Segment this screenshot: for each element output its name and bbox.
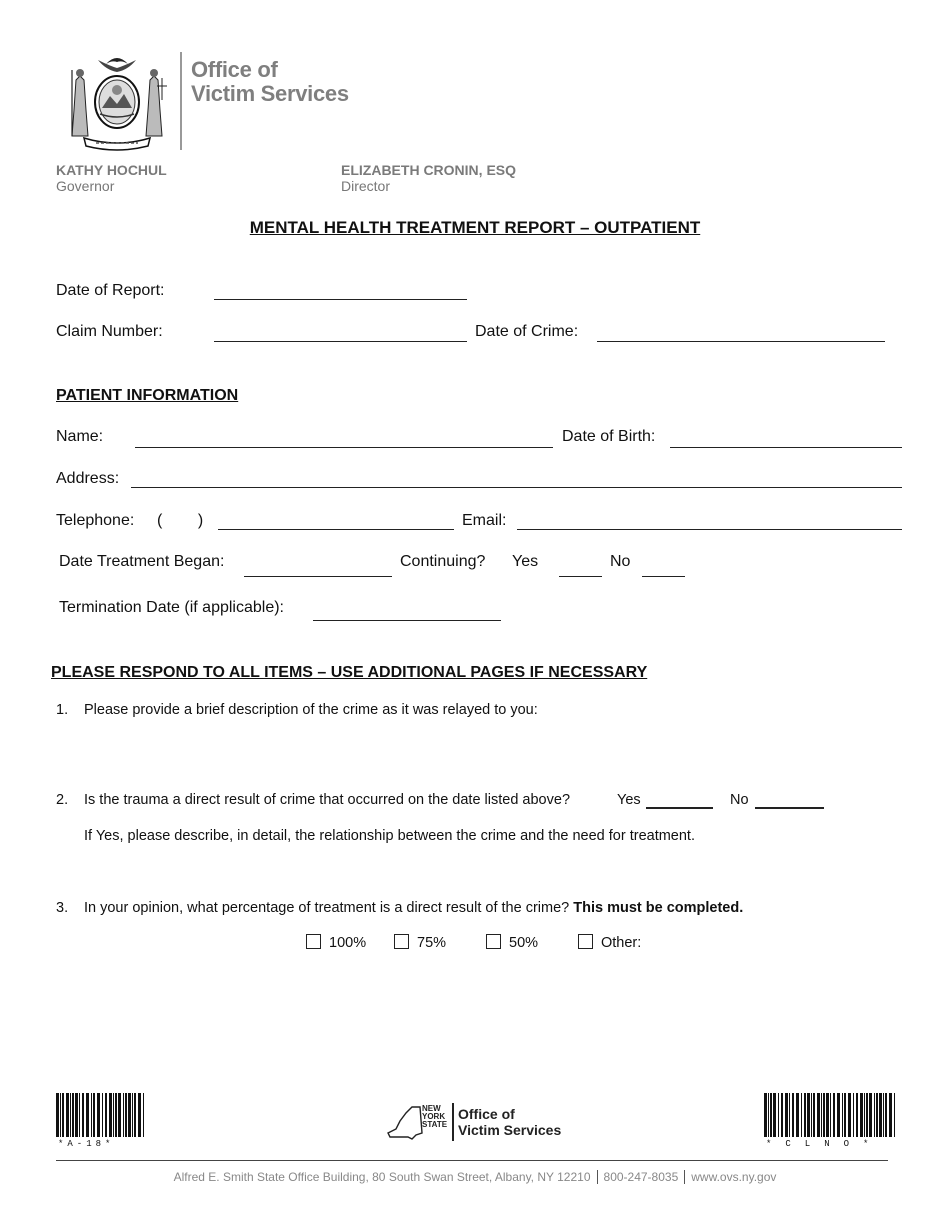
q2-text: Is the trauma a direct result of crime that occurred on the date listed above?: [84, 792, 571, 808]
termination-date-label: Termination Date (if applicable):: [59, 599, 284, 616]
continuing-no-field[interactable]: [642, 576, 685, 577]
area-code-parens: ( ): [157, 512, 204, 529]
continuing-yes-field[interactable]: [559, 576, 602, 577]
name-label: Name:: [56, 428, 104, 445]
date-of-report-field[interactable]: [214, 299, 467, 300]
q3-required-note: This must be completed.: [573, 900, 744, 916]
footer-address: Alfred E. Smith State Office Building, 80 South Swan Street, Albany, NY 12210: [173, 1170, 591, 1184]
director-name: ELIZABETH CRONIN, ESQ: [341, 162, 517, 178]
address-label: Address:: [56, 470, 120, 487]
ny-state-seal-icon: [62, 50, 172, 152]
patient-information-heading: PATIENT INFORMATION: [56, 387, 239, 404]
treatment-began-label: Date Treatment Began:: [59, 553, 225, 570]
footer-divider: [56, 1160, 888, 1161]
option-75-percent[interactable]: 75%: [394, 934, 446, 951]
agency-name-line1: Office of: [191, 57, 278, 82]
barcode-left-icon: [56, 1093, 146, 1137]
q2-no-field[interactable]: [755, 807, 824, 809]
barcode-right-icon: [764, 1093, 898, 1137]
option-other[interactable]: Other:: [578, 934, 641, 951]
date-of-birth-label: Date of Birth:: [562, 428, 656, 445]
footer-logo-line1: Office of: [458, 1106, 515, 1122]
date-of-crime-field[interactable]: [597, 341, 885, 342]
telephone-label: Telephone:: [56, 512, 135, 529]
date-of-report-label: Date of Report:: [56, 282, 165, 299]
agency-name: [191, 58, 349, 106]
email-label: Email:: [462, 512, 507, 529]
termination-date-field[interactable]: [313, 620, 501, 621]
barcode-left-text: *A-18*: [58, 1139, 115, 1149]
header-divider: [180, 52, 182, 150]
footer-logo-line2: Victim Services: [458, 1122, 562, 1138]
footer-contact: [0, 1170, 950, 1184]
footer-website[interactable]: www.ovs.ny.gov: [691, 1170, 777, 1184]
q2-yes-field[interactable]: [646, 807, 713, 809]
q2-number: 2.: [56, 792, 69, 808]
q1-text: Please provide a brief description of the crime as it was relayed to you:: [84, 702, 538, 718]
email-field[interactable]: [517, 529, 902, 530]
governor-name: KATHY HOCHUL: [56, 162, 167, 178]
address-field[interactable]: [131, 487, 902, 488]
agency-name-line2: Victim Services: [191, 81, 349, 106]
checkbox[interactable]: [486, 934, 501, 949]
ny-state-outline-icon: [386, 1103, 426, 1143]
director-title: Director: [341, 178, 391, 194]
checkbox[interactable]: [394, 934, 409, 949]
option-50-percent[interactable]: 50%: [486, 934, 538, 951]
continuing-yes-label: Yes: [512, 553, 539, 570]
q2-followup-text: If Yes, please describe, in detail, the relationship between the crime and the need for treatment.: [84, 828, 695, 844]
checkbox[interactable]: [306, 934, 321, 949]
q1-number: 1.: [56, 702, 69, 718]
option-100-percent[interactable]: 100%: [306, 934, 366, 951]
q2-yes-label: Yes: [617, 792, 641, 808]
date-of-crime-label: Date of Crime:: [475, 323, 579, 340]
items-heading: PLEASE RESPOND TO ALL ITEMS – USE ADDITIONAL PAGES IF NECESSARY: [51, 664, 648, 681]
governor-title: Governor: [56, 178, 115, 194]
claim-number-label: Claim Number:: [56, 323, 163, 340]
q3-text: In your opinion, what percentage of treatment is a direct result of the crime? This must be completed.: [84, 900, 744, 916]
claim-number-field[interactable]: [214, 341, 467, 342]
q2-no-label: No: [730, 792, 749, 808]
footer-ovs-logo: [386, 1103, 576, 1143]
governor-block: [56, 162, 167, 194]
checkbox[interactable]: [578, 934, 593, 949]
q3-number: 3.: [56, 900, 69, 916]
date-of-birth-field[interactable]: [670, 447, 902, 448]
continuing-label: Continuing?: [400, 553, 486, 570]
treatment-began-field[interactable]: [244, 576, 392, 577]
telephone-field[interactable]: [218, 529, 454, 530]
director-block: [341, 162, 516, 194]
continuing-no-label: No: [610, 553, 631, 570]
footer-phone: 800-247-8035: [603, 1170, 679, 1184]
form-title: MENTAL HEALTH TREATMENT REPORT – OUTPATIENT: [249, 218, 701, 237]
barcode-right-text: *CLNO*: [766, 1139, 883, 1149]
ny-state-wordmark: NEW YORK STATE: [422, 1104, 448, 1129]
patient-name-field[interactable]: [135, 447, 553, 448]
